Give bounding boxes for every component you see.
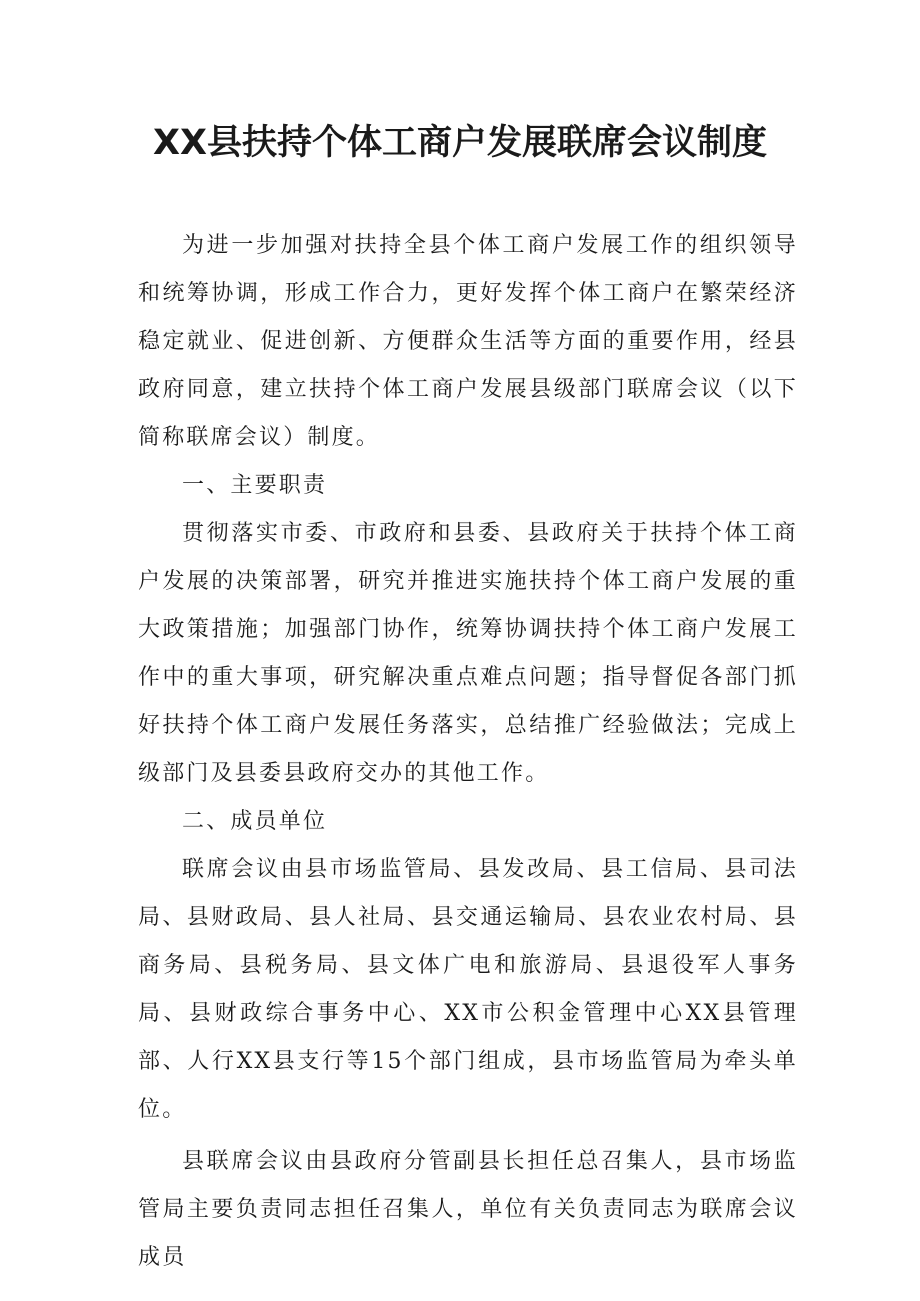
intro-paragraph: 为进一步加强对扶持全县个体工商户发展工作的组织领导和统筹协调，形成工作合力，更好发挥个体工商户在繁荣经济稳定就业、促进创新、方便群众生活等方面的重要作用，经县政府同意，建立扶持个体工商户发展县级部门联席会议（以下简称联席会议）制度。: [138, 233, 798, 450]
document-body: [138, 222, 798, 1282]
duties-paragraph: 贯彻落实市委、市政府和县委、县政府关于扶持个体工商户发展的决策部署，研究并推进实施扶持个体工商户发展的重大政策措施；加强部门协作，统筹协调扶持个体工商户发展工作中的重大事项，研究解决重点难点问题；指导督促各部门抓好扶持个体工商户发展任务落实，总结推广经验做法；完成上级部门及县委县政府交办的其他工作。: [138, 521, 798, 786]
section-heading-duties: 一、主要职责: [182, 473, 328, 498]
convener-paragraph: 县联席会议由县政府分管副县长担任总召集人，县市场监管局主要负责同志担任召集人，单位有关负责同志为联席会议成员: [138, 1149, 798, 1270]
section-heading-members: 二、成员单位: [182, 809, 328, 834]
document-title: XX县扶持个体工商户发展联席会议制度: [153, 123, 767, 163]
members-paragraph: 联席会议由县市场监管局、县发改局、县工信局、县司法局、县财政局、县人社局、县交通运输局、县农业农村局、县商务局、县税务局、县文体广电和旅游局、县退役军人事务局、县财政综合事务中心、XX市公积金管理中心XX县管理部、人行XX县支行等15个部门组成，县市场监管局为牵头单位。: [138, 857, 798, 1122]
